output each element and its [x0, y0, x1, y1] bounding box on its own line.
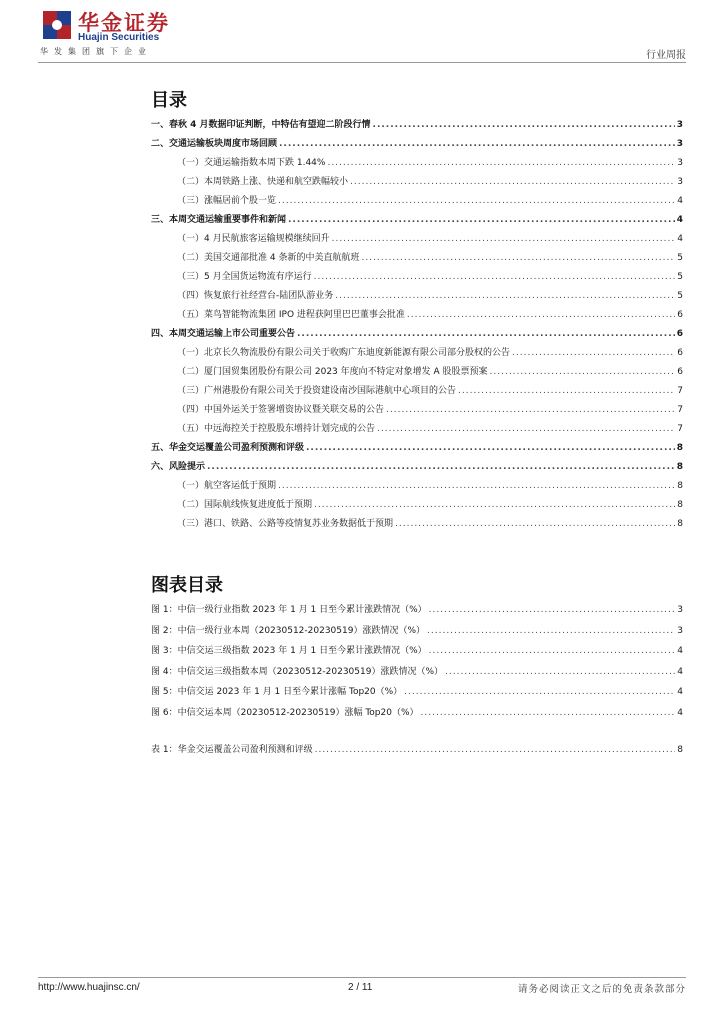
dot-leader [429, 646, 676, 656]
toc-entry[interactable] [151, 478, 683, 497]
toc-entry-page: 3 [677, 177, 683, 187]
huajin-logo-icon [40, 8, 74, 42]
page-number: 2 / 11 [348, 982, 373, 993]
table-list [151, 742, 683, 761]
toc-entry-text: （三）5 月全国货运物流有序运行 [177, 272, 312, 282]
toc-entry[interactable] [151, 402, 683, 421]
figure-entry-text: 图 6：中信交运本周（20230512-20230519）涨幅 Top20（%） [151, 707, 419, 718]
toc-entry-page: 8 [676, 462, 683, 472]
figure-entry-text: 图 5：中信交运 2023 年 1 月 1 日至今累计涨幅 Top20（%） [151, 687, 403, 697]
toc-entry-text: （三）港口、铁路、公路等疫情复苏业务数据低于预期 [177, 519, 394, 529]
figure-list [151, 602, 683, 725]
toc-entry[interactable] [151, 440, 683, 459]
dot-leader [279, 139, 675, 149]
toc-entry-page: 7 [677, 386, 683, 396]
logo-english-name: Huajin Securities [78, 32, 160, 43]
dot-leader [297, 329, 675, 339]
dot-leader [395, 519, 675, 529]
toc-entry-text: （一）北京长久物流股份有限公司关于收购广东迪度新能源有限公司部分股权的公告 [177, 348, 511, 358]
dot-leader [306, 443, 675, 453]
header-divider [38, 62, 686, 63]
toc-entry[interactable] [151, 269, 683, 288]
toc-entry-text: 四、本周交通运输上市公司重要公告 [151, 329, 296, 339]
dot-leader [361, 253, 675, 263]
figure-entry[interactable] [151, 664, 683, 685]
toc-entry-page: 3 [677, 158, 683, 168]
figures-title: 图表目录 [151, 575, 223, 596]
table-entry[interactable] [151, 742, 683, 761]
dot-leader [207, 462, 675, 472]
toc-entry-page: 4 [677, 234, 683, 244]
dot-leader [327, 158, 675, 168]
dot-leader [278, 196, 675, 206]
toc-entry-page: 7 [677, 405, 683, 415]
company-tagline: 华发集团旗下企业 [40, 47, 152, 56]
toc-entry-page: 5 [677, 253, 683, 263]
dot-leader [512, 348, 675, 358]
toc-entry-text: （二）美国交通部批准 4 条新的中美直航航班 [177, 253, 360, 263]
toc-entry-text: （一）航空客运低于预期 [177, 481, 277, 491]
toc-entry[interactable] [151, 193, 683, 212]
toc-entry-page: 8 [677, 481, 683, 491]
figure-entry-text: 图 3：中信交运三级指数 2023 年 1 月 1 日至今累计涨跌情况（%） [151, 646, 427, 656]
figure-entry-page: 3 [677, 605, 683, 615]
figure-entry[interactable] [151, 684, 683, 705]
dot-leader [421, 708, 676, 718]
toc-entry-text: （二）厦门国贸集团股份有限公司 2023 年度向不特定对象增发 A 股股票预案 [177, 367, 488, 377]
toc-entry-page: 8 [677, 519, 683, 529]
toc-entry[interactable] [151, 250, 683, 269]
toc-entry[interactable] [151, 345, 683, 364]
toc-title: 目录 [151, 90, 187, 111]
toc-entry[interactable] [151, 383, 683, 402]
toc-entry-page: 5 [677, 291, 683, 301]
footer-disclaimer: 请务必阅读正文之后的免责条款部分 [517, 984, 686, 995]
logo-chinese-name: 华金证券 [78, 11, 170, 35]
toc-entry[interactable] [151, 212, 683, 231]
dot-leader [335, 291, 675, 301]
dot-leader [278, 481, 675, 491]
footer-website-link[interactable]: http://www.huajinsc.cn/ [38, 982, 140, 993]
toc-entry-text: 五、华金交运覆盖公司盈利预测和评级 [151, 443, 305, 453]
toc-entry-page: 6 [677, 348, 683, 358]
dot-leader [427, 626, 675, 636]
toc-entry-page: 5 [677, 272, 683, 282]
toc-entry[interactable] [151, 497, 683, 516]
toc-entry-text: （二）本周铁路上涨、快递和航空跌幅较小 [177, 177, 349, 187]
toc-entry-text: （五）菜鸟智能物流集团 IPO 进程获阿里巴巴董事会批准 [177, 310, 405, 320]
figure-entry-text: 图 2：中信一级行业本周（20230512-20230519）涨跌情况（%） [151, 625, 426, 636]
toc-entry-page: 8 [676, 443, 683, 453]
figure-entry-text: 图 4：中信交运三级指数本周（20230512-20230519）涨跌情况（%） [151, 666, 444, 677]
toc-entry[interactable] [151, 117, 683, 136]
toc-entry[interactable] [151, 288, 683, 307]
toc-entry[interactable] [151, 326, 683, 345]
figure-entry-page: 4 [677, 646, 683, 656]
figure-entry-page: 3 [677, 625, 683, 636]
toc-entry-text: 二、交通运输板块周度市场回顾 [151, 139, 278, 149]
dot-leader [315, 745, 676, 755]
dot-leader [404, 687, 675, 697]
huajin-logo [38, 6, 248, 50]
toc-entry-page: 6 [676, 329, 683, 339]
figure-entry-page: 4 [677, 687, 683, 697]
toc-entry[interactable] [151, 459, 683, 478]
toc-entry-text: （四）恢复旅行社经营台-陆团队游业务 [177, 291, 334, 301]
toc-entry-text: 六、风险提示 [151, 462, 206, 472]
figure-entry-page: 4 [677, 666, 683, 677]
toc-entry-page: 3 [676, 120, 683, 130]
dot-leader [332, 234, 676, 244]
toc-entry-text: （一）4 月民航旅客运输规模继续回升 [177, 234, 330, 244]
figure-entry[interactable] [151, 623, 683, 644]
figure-entry[interactable] [151, 602, 683, 623]
figure-entry[interactable] [151, 705, 683, 726]
report-type-label: 行业周报 [646, 50, 686, 61]
toc-entry-text: （二）国际航线恢复进度低于预期 [177, 500, 313, 510]
footer-divider [38, 977, 686, 978]
toc-list [151, 117, 683, 535]
toc-entry-text: （五）中远海控关于控股股东增持计划完成的公告 [177, 424, 376, 434]
figure-entry[interactable] [151, 643, 683, 664]
dot-leader [429, 605, 676, 615]
toc-entry-text: （一）交通运输指数本周下跌 1.44% [177, 158, 326, 168]
figure-entry-text: 图 1：中信一级行业指数 2023 年 1 月 1 日至今累计涨跌情况（%） [151, 605, 427, 615]
dot-leader [377, 424, 675, 434]
toc-entry-page: 7 [677, 424, 683, 434]
toc-entry-page: 8 [677, 500, 683, 510]
toc-entry[interactable] [151, 421, 683, 440]
table-entry-text: 表 1：华金交运覆盖公司盈利预测和评级 [151, 745, 313, 755]
toc-entry[interactable] [151, 136, 683, 155]
dot-leader [373, 120, 675, 130]
toc-entry[interactable] [151, 516, 683, 535]
dot-leader [288, 215, 675, 225]
dot-leader [314, 272, 676, 282]
toc-entry[interactable] [151, 174, 683, 193]
toc-entry-page: 4 [676, 215, 683, 225]
dot-leader [458, 386, 675, 396]
toc-entry-text: （三）广州港股份有限公司关于投资建设南沙国际港航中心项目的公告 [177, 386, 457, 396]
toc-entry[interactable] [151, 307, 683, 326]
toc-entry-page: 4 [677, 196, 683, 206]
toc-entry-text: 三、本周交通运输重要事件和新闻 [151, 215, 287, 225]
toc-entry-text: 一、春秋 4 月数据印证判断，中特估有望迎二阶段行情 [151, 120, 371, 130]
dot-leader [350, 177, 675, 187]
dot-leader [407, 310, 675, 320]
toc-entry-page: 6 [677, 367, 683, 377]
dot-leader [445, 667, 675, 677]
page-header [38, 6, 686, 66]
figure-entry-page: 4 [677, 707, 683, 718]
toc-entry-page: 6 [677, 310, 683, 320]
table-entry-page: 8 [677, 745, 683, 755]
toc-entry-text: （四）中国外运关于签署增资协议暨关联交易的公告 [177, 405, 385, 415]
dot-leader [386, 405, 675, 415]
toc-entry[interactable] [151, 155, 683, 174]
toc-entry[interactable] [151, 364, 683, 383]
toc-entry[interactable] [151, 231, 683, 250]
dot-leader [314, 500, 675, 510]
toc-entry-text: （三）涨幅居前个股一览 [177, 196, 277, 206]
dot-leader [490, 367, 676, 377]
toc-entry-page: 3 [676, 139, 683, 149]
